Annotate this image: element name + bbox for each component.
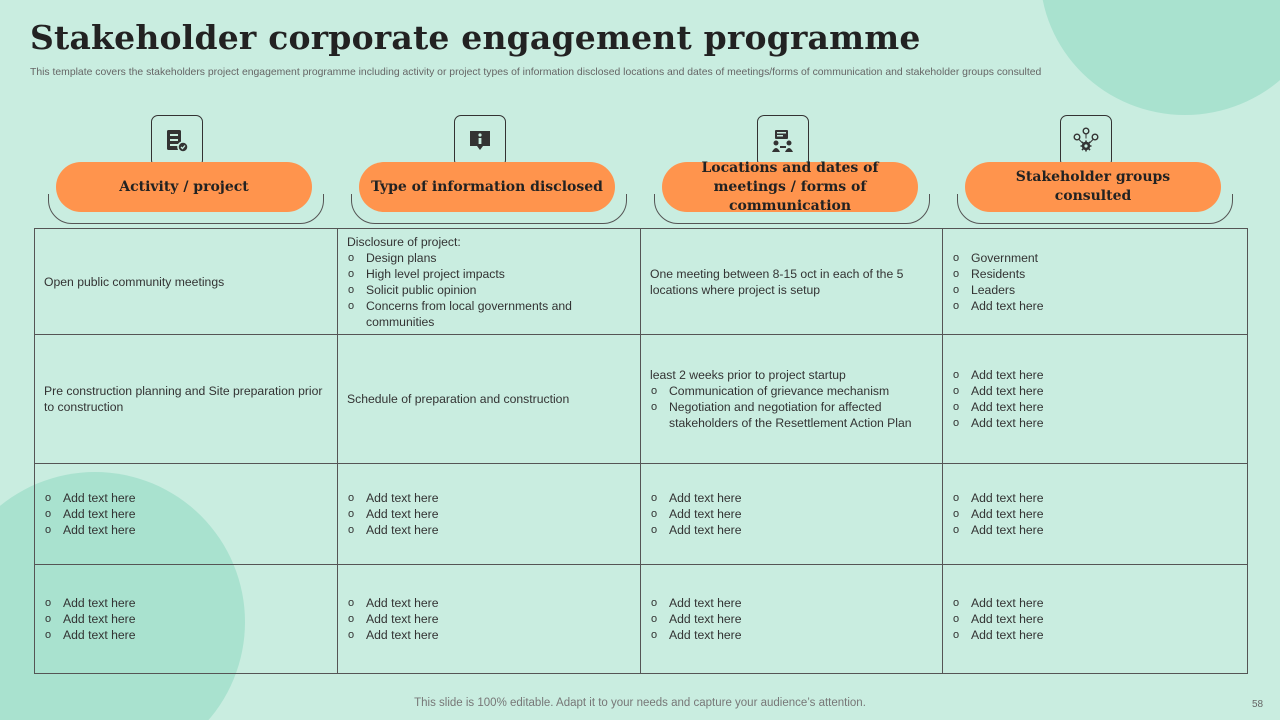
table-cell [943, 335, 1248, 464]
table-row [35, 565, 1248, 674]
header-pill: Stakeholder groups consulted [965, 162, 1221, 212]
list-item: o Add text here [952, 490, 1238, 506]
list-item: o Add text here [650, 627, 933, 643]
list-item: o Add text here [347, 490, 631, 506]
list-item: o Government [952, 250, 1238, 266]
table-cell [35, 335, 338, 464]
list-item: o Add text here [347, 627, 631, 643]
list-item: o Add text here [650, 506, 933, 522]
table-cell [338, 335, 641, 464]
list-item: o Leaders [952, 282, 1238, 298]
list-item: o Design plans [347, 250, 631, 266]
slide-subtitle: This template covers the stakeholders project engagement programme including activity or project types of information disclosed locations and dates of meetings/forms of communication and stakeholder groups consulted [30, 67, 1042, 78]
table-cell [943, 464, 1248, 565]
header-pill: Activity / project [56, 162, 312, 212]
list-item: o Add text here [952, 611, 1238, 627]
bullet-list [44, 595, 328, 643]
bullet-list [347, 595, 631, 643]
engagement-table [34, 228, 1248, 674]
bullet-list [44, 490, 328, 538]
list-item: o Add text here [952, 415, 1238, 431]
bullet-list [347, 250, 631, 330]
column-header-stakeholders [957, 115, 1233, 225]
list-item: o Add text here [650, 611, 933, 627]
table-cell [35, 565, 338, 674]
table-cell [641, 464, 943, 565]
list-item: o Communication of grievance mechanism [650, 383, 933, 399]
table-cell [338, 565, 641, 674]
list-item: o Add text here [952, 298, 1238, 314]
list-item: o Add text here [650, 490, 933, 506]
list-item: o Add text here [44, 627, 328, 643]
bullet-list [952, 250, 1238, 314]
list-item: o Add text here [347, 611, 631, 627]
bullet-list [952, 595, 1238, 643]
header-pill: Type of information disclosed [359, 162, 615, 212]
list-item: o Add text here [347, 522, 631, 538]
list-item: o Add text here [44, 522, 328, 538]
bullet-list [952, 367, 1238, 431]
header-pill: Locations and dates of meetings / forms of communication [662, 162, 918, 212]
list-item: o Add text here [44, 595, 328, 611]
list-item: o Solicit public opinion [347, 282, 631, 298]
list-item: o Add text here [952, 383, 1238, 399]
table-row [35, 464, 1248, 565]
decorative-circle-top-right [1040, 0, 1280, 115]
table-cell [641, 335, 943, 464]
list-item: o High level project impacts [347, 266, 631, 282]
server-document-icon [151, 115, 203, 167]
list-item: o Add text here [952, 627, 1238, 643]
list-item: o Add text here [347, 595, 631, 611]
table-cell [338, 464, 641, 565]
table-row [35, 335, 1248, 464]
list-item: o Add text here [952, 522, 1238, 538]
list-item: o Add text here [347, 506, 631, 522]
list-item: o Negotiation and negotiation for affected stakeholders of the Resettlement Action Plan [650, 399, 933, 431]
list-item: o Add text here [952, 506, 1238, 522]
bullet-list [650, 595, 933, 643]
column-header-activity [48, 115, 324, 225]
table-cell [943, 229, 1248, 335]
table-cell [35, 464, 338, 565]
table-cell [641, 229, 943, 335]
table-cell [943, 565, 1248, 674]
table-cell [338, 229, 641, 335]
list-item: o Add text here [44, 506, 328, 522]
people-network-gear-icon [1060, 115, 1112, 167]
slide-footer: This slide is 100% editable. Adapt it to your needs and capture your audience’s attention. [414, 697, 866, 709]
bullet-list [650, 383, 933, 431]
list-item: o Add text here [44, 490, 328, 506]
slide-title: Stakeholder corporate engagement programme [30, 18, 921, 57]
page-number: 58 [1252, 699, 1264, 710]
list-item: o Add text here [650, 522, 933, 538]
cell-text: Schedule of preparation and construction [347, 392, 570, 406]
bullet-list [347, 490, 631, 538]
column-header-information [351, 115, 627, 225]
bullet-list [952, 490, 1238, 538]
list-item: o Add text here [44, 611, 328, 627]
list-item: o Add text here [952, 595, 1238, 611]
list-item: o Add text here [952, 399, 1238, 415]
cell-lead-text: Disclosure of project: [347, 234, 461, 249]
bullet-list [650, 490, 933, 538]
info-speech-bubble-icon [454, 115, 506, 167]
cell-text: Pre construction planning and Site preparation prior to construction [44, 384, 323, 414]
column-header-locations [654, 115, 930, 225]
table-cell [35, 229, 338, 335]
cell-text: Open public community meetings [44, 274, 225, 289]
cell-text: One meeting between 8-15 oct in each of the 5 locations where project is setup [650, 266, 904, 297]
list-item: o Add text here [952, 367, 1238, 383]
table-cell [641, 565, 943, 674]
list-item: o Concerns from local governments and communities [347, 298, 631, 330]
list-item: o Add text here [650, 595, 933, 611]
list-item: o Residents [952, 266, 1238, 282]
table-row [35, 229, 1248, 335]
cell-lead-text: least 2 weeks prior to project startup [650, 368, 846, 382]
